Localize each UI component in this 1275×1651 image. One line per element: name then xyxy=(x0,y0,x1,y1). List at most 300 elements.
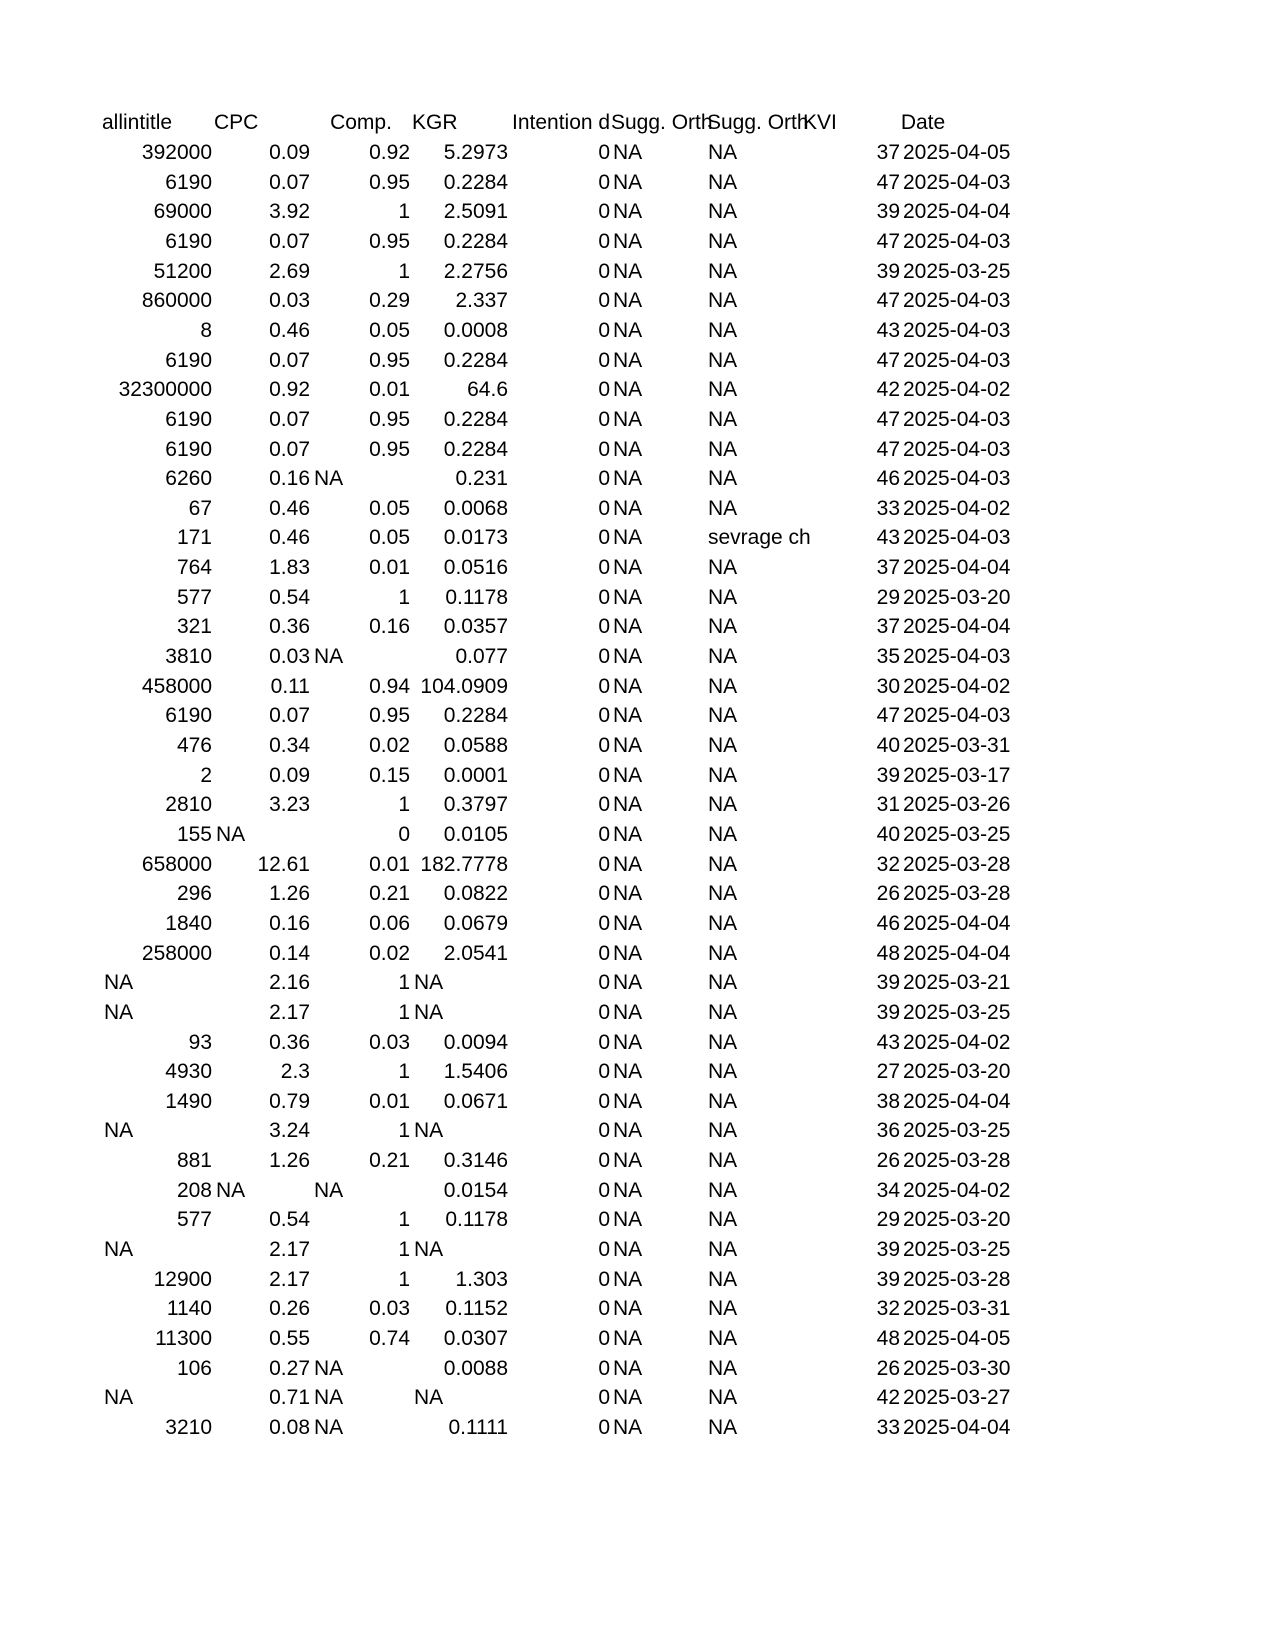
table-cell: 0.2284 xyxy=(443,349,508,372)
table-cell: NA xyxy=(708,1357,738,1380)
table-cell: 34 xyxy=(876,1179,900,1202)
table-cell: NA xyxy=(708,497,738,520)
table-cell: 0.46 xyxy=(269,526,310,549)
table-cell: NA xyxy=(708,1179,738,1202)
table-cell: 0 xyxy=(598,675,610,698)
table-cell: 8 xyxy=(200,319,212,342)
table-cell: 38 xyxy=(876,1090,900,1113)
table-cell: 2025-03-25 xyxy=(903,1001,1011,1024)
table-cell: NA xyxy=(613,1149,643,1172)
table-row xyxy=(0,1145,1275,1176)
table-cell: 0.34 xyxy=(269,734,310,757)
table-cell: NA xyxy=(613,378,643,401)
table-cell: 0.54 xyxy=(269,586,310,609)
table-cell: 1.5406 xyxy=(443,1060,508,1083)
table-cell: NA xyxy=(708,1090,738,1113)
table-cell: 2.16 xyxy=(269,971,310,994)
table-cell: 0.92 xyxy=(369,141,410,164)
table-row xyxy=(0,908,1275,939)
table-cell: 47 xyxy=(876,230,900,253)
table-row xyxy=(0,1264,1275,1295)
table-cell: 2025-03-26 xyxy=(903,793,1011,816)
table-cell: 37 xyxy=(876,556,900,579)
table-cell: 2.17 xyxy=(269,1001,310,1024)
table-cell: 0.0088 xyxy=(443,1357,508,1380)
table-cell: NA xyxy=(708,615,738,638)
table-cell: NA xyxy=(414,971,444,994)
table-cell: 0.36 xyxy=(269,615,310,638)
table-cell: 2025-03-20 xyxy=(903,586,1011,609)
table-cell: NA xyxy=(613,230,643,253)
table-cell: 2025-04-03 xyxy=(903,230,1011,253)
table-cell: 39 xyxy=(876,260,900,283)
table-cell: 67 xyxy=(188,497,212,520)
table-cell: 0.0516 xyxy=(443,556,508,579)
table-cell: 0.01 xyxy=(369,853,410,876)
table-cell: 0.07 xyxy=(269,349,310,372)
table-cell: 208 xyxy=(176,1179,212,1202)
table-cell: 1 xyxy=(398,793,410,816)
table-cell: 0 xyxy=(598,734,610,757)
table-cell: 0 xyxy=(598,467,610,490)
table-cell: 39 xyxy=(876,1238,900,1261)
table-cell: 1.303 xyxy=(455,1268,508,1291)
table-cell: 37 xyxy=(876,141,900,164)
table-cell: 43 xyxy=(876,1031,900,1054)
table-cell: 47 xyxy=(876,171,900,194)
table-cell: 48 xyxy=(876,1327,900,1350)
table-cell: NA xyxy=(613,704,643,727)
table-cell: NA xyxy=(613,349,643,372)
table-row xyxy=(0,1323,1275,1354)
table-row xyxy=(0,315,1275,346)
table-cell: 1 xyxy=(398,1208,410,1231)
table-cell: 2025-04-02 xyxy=(903,378,1011,401)
table-cell: 0 xyxy=(598,704,610,727)
table-cell: 0.05 xyxy=(369,319,410,342)
table-cell: 0 xyxy=(598,764,610,787)
table-cell: NA xyxy=(613,467,643,490)
table-cell: NA xyxy=(708,1386,738,1409)
table-cell: NA xyxy=(708,1208,738,1231)
table-cell: 39 xyxy=(876,200,900,223)
table-cell: NA xyxy=(314,1179,344,1202)
table-cell: 47 xyxy=(876,349,900,372)
table-cell: 2025-04-04 xyxy=(903,1090,1011,1113)
table-row xyxy=(0,582,1275,613)
table-cell: NA xyxy=(314,1416,344,1439)
table-cell: 0 xyxy=(598,230,610,253)
table-cell: 36 xyxy=(876,1119,900,1142)
table-cell: 4930 xyxy=(165,1060,212,1083)
table-cell: 12900 xyxy=(153,1268,212,1291)
table-row xyxy=(0,1353,1275,1384)
table-cell: 51200 xyxy=(153,260,212,283)
table-cell: 0 xyxy=(598,971,610,994)
table-cell: 6190 xyxy=(165,704,212,727)
table-cell: NA xyxy=(613,289,643,312)
table-cell: 0.07 xyxy=(269,408,310,431)
table-cell: NA xyxy=(314,645,344,668)
table-cell: 0.07 xyxy=(269,171,310,194)
table-cell: 2025-04-03 xyxy=(903,526,1011,549)
table-cell: 2025-04-04 xyxy=(903,912,1011,935)
column-header: KGR xyxy=(412,111,458,134)
table-cell: 37 xyxy=(876,615,900,638)
table-cell: 0.16 xyxy=(269,912,310,935)
table-cell: 0.0822 xyxy=(443,882,508,905)
table-cell: 0.09 xyxy=(269,764,310,787)
table-cell: 0 xyxy=(598,942,610,965)
table-cell: 2025-04-02 xyxy=(903,1179,1011,1202)
table-cell: 0 xyxy=(598,645,610,668)
table-cell: 0 xyxy=(598,1060,610,1083)
table-cell: 40 xyxy=(876,734,900,757)
table-cell: NA xyxy=(613,823,643,846)
table-cell: 881 xyxy=(176,1149,212,1172)
table-cell: NA xyxy=(613,526,643,549)
table-cell: 39 xyxy=(876,764,900,787)
table-cell: 46 xyxy=(876,912,900,935)
table-cell: 2810 xyxy=(165,793,212,816)
table-cell: 458000 xyxy=(141,675,212,698)
table-cell: 2.69 xyxy=(269,260,310,283)
table-cell: 2025-03-28 xyxy=(903,1268,1011,1291)
table-cell: 27 xyxy=(876,1060,900,1083)
table-cell: NA xyxy=(613,942,643,965)
table-row xyxy=(0,671,1275,702)
table-row xyxy=(0,226,1275,257)
table-cell: 0.1178 xyxy=(445,586,508,609)
table-cell: 0.0068 xyxy=(443,497,508,520)
table-cell: 0.01 xyxy=(369,556,410,579)
table-cell: 0.94 xyxy=(369,675,410,698)
table-cell: 30 xyxy=(876,675,900,698)
table-cell: NA xyxy=(708,1149,738,1172)
table-cell: 0 xyxy=(598,1238,610,1261)
table-cell: 3.92 xyxy=(269,200,310,223)
table-cell: NA xyxy=(314,467,344,490)
table-cell: 0.0001 xyxy=(443,764,508,787)
table-cell: 1 xyxy=(398,260,410,283)
table-row xyxy=(0,285,1275,316)
table-cell: 0.09 xyxy=(269,141,310,164)
table-cell: 0.07 xyxy=(269,704,310,727)
table-cell: 2025-04-03 xyxy=(903,289,1011,312)
column-header: Comp. xyxy=(330,111,392,134)
table-cell: 2025-03-25 xyxy=(903,823,1011,846)
table-cell: 2025-03-28 xyxy=(903,853,1011,876)
table-cell: 39 xyxy=(876,1001,900,1024)
table-cell: 5.2973 xyxy=(443,141,508,164)
table-cell: 2.2756 xyxy=(443,260,508,283)
table-cell: 0.79 xyxy=(269,1090,310,1113)
table-cell: 0 xyxy=(598,497,610,520)
table-cell: 42 xyxy=(876,378,900,401)
table-cell: 2025-04-04 xyxy=(903,615,1011,638)
table-cell: 0 xyxy=(598,912,610,935)
table-cell: 0 xyxy=(598,1297,610,1320)
table-cell: 0.06 xyxy=(369,912,410,935)
table-cell: 32 xyxy=(876,853,900,876)
table-cell: NA xyxy=(613,1001,643,1024)
table-cell: 46 xyxy=(876,467,900,490)
table-cell: 658000 xyxy=(141,853,212,876)
table-cell: 0 xyxy=(598,141,610,164)
table-cell: 1 xyxy=(398,586,410,609)
table-cell: NA xyxy=(708,556,738,579)
table-cell: 0.0105 xyxy=(443,823,508,846)
table-row xyxy=(0,878,1275,909)
table-cell: 2 xyxy=(200,764,212,787)
table-cell: 860000 xyxy=(141,289,212,312)
table-cell: NA xyxy=(314,1357,344,1380)
table-cell: 0.07 xyxy=(269,230,310,253)
column-header: allintitle xyxy=(102,111,173,134)
table-row xyxy=(0,1204,1275,1235)
table-cell: 0 xyxy=(598,1357,610,1380)
table-cell: 0 xyxy=(598,1416,610,1439)
table-cell: 2025-04-04 xyxy=(903,200,1011,223)
table-cell: 11300 xyxy=(155,1327,212,1350)
table-cell: 2.17 xyxy=(269,1268,310,1291)
table-row xyxy=(0,256,1275,287)
table-cell: 47 xyxy=(876,408,900,431)
table-cell: sevrage ch xyxy=(708,526,811,549)
table-row xyxy=(0,967,1275,998)
table-cell: NA xyxy=(613,615,643,638)
table-cell: 2025-03-28 xyxy=(903,1149,1011,1172)
column-header: CPC xyxy=(214,111,259,134)
table-cell: NA xyxy=(613,586,643,609)
table-row xyxy=(0,374,1275,405)
table-row xyxy=(0,1027,1275,1058)
table-row xyxy=(0,1412,1275,1443)
table-cell: 2025-04-04 xyxy=(903,1416,1011,1439)
table-cell: 0.71 xyxy=(269,1386,310,1409)
table-cell: 2025-04-05 xyxy=(903,141,1011,164)
table-cell: 0 xyxy=(598,1386,610,1409)
table-row xyxy=(0,997,1275,1028)
table-cell: NA xyxy=(613,912,643,935)
table-cell: NA xyxy=(613,1327,643,1350)
table-cell: NA xyxy=(708,823,738,846)
table-cell: 1 xyxy=(398,1001,410,1024)
table-cell: 31 xyxy=(876,793,900,816)
table-cell: NA xyxy=(613,734,643,757)
table-cell: NA xyxy=(104,1386,134,1409)
table-cell: 0.54 xyxy=(269,1208,310,1231)
table-row xyxy=(0,1086,1275,1117)
table-cell: 0 xyxy=(598,1090,610,1113)
table-cell: NA xyxy=(613,497,643,520)
table-cell: 40 xyxy=(876,823,900,846)
table-cell: 47 xyxy=(876,438,900,461)
table-cell: 0.0307 xyxy=(443,1327,508,1350)
table-cell: 3210 xyxy=(165,1416,212,1439)
table-cell: NA xyxy=(708,1297,738,1320)
table-cell: 39 xyxy=(876,1268,900,1291)
table-cell: NA xyxy=(708,586,738,609)
table-cell: 0 xyxy=(598,823,610,846)
table-row xyxy=(0,137,1275,168)
table-cell: 2025-03-25 xyxy=(903,260,1011,283)
table-cell: 47 xyxy=(876,704,900,727)
table-cell: 26 xyxy=(876,1357,900,1380)
table-cell: 392000 xyxy=(141,141,212,164)
column-header: Date xyxy=(900,111,946,134)
table-cell: 0 xyxy=(598,853,610,876)
table-cell: 0 xyxy=(598,260,610,283)
table-cell: 0.95 xyxy=(369,171,410,194)
table-cell: NA xyxy=(104,1119,134,1142)
table-cell: 0 xyxy=(598,289,610,312)
table-cell: 764 xyxy=(176,556,212,579)
table-cell: 1 xyxy=(398,1238,410,1261)
table-cell: NA xyxy=(708,971,738,994)
table-cell: 1.26 xyxy=(269,882,310,905)
table-cell: 2025-04-03 xyxy=(903,171,1011,194)
table-cell: NA xyxy=(414,1238,444,1261)
table-cell: NA xyxy=(414,1119,444,1142)
table-row xyxy=(0,1293,1275,1324)
table-cell: NA xyxy=(708,200,738,223)
table-cell: NA xyxy=(708,1268,738,1291)
table-cell: 2025-03-25 xyxy=(903,1238,1011,1261)
table-cell: 0.077 xyxy=(455,645,508,668)
table-cell: 2025-04-03 xyxy=(903,349,1011,372)
table-cell: 0.14 xyxy=(269,942,310,965)
table-cell: 26 xyxy=(876,1149,900,1172)
table-cell: NA xyxy=(613,319,643,342)
table-cell: NA xyxy=(613,556,643,579)
table-cell: NA xyxy=(613,438,643,461)
table-cell: NA xyxy=(104,1238,134,1261)
table-cell: NA xyxy=(708,1001,738,1024)
table-cell: NA xyxy=(708,1327,738,1350)
table-cell: 0.21 xyxy=(369,882,410,905)
table-cell: 6190 xyxy=(165,230,212,253)
table-cell: NA xyxy=(708,141,738,164)
table-cell: 2025-03-21 xyxy=(903,971,1011,994)
table-cell: 1 xyxy=(398,1268,410,1291)
table-cell: 2.337 xyxy=(455,289,508,312)
table-cell: 0.36 xyxy=(269,1031,310,1054)
table-cell: 0.1152 xyxy=(445,1297,508,1320)
table-cell: NA xyxy=(708,793,738,816)
table-cell: 0 xyxy=(598,1149,610,1172)
table-cell: 476 xyxy=(176,734,212,757)
table-cell: 2025-03-25 xyxy=(903,1119,1011,1142)
table-row xyxy=(0,641,1275,672)
table-cell: 2025-04-03 xyxy=(903,408,1011,431)
table-cell: NA xyxy=(708,319,738,342)
table-cell: 3810 xyxy=(165,645,212,668)
table-cell: 2025-03-20 xyxy=(903,1208,1011,1231)
table-cell: 1840 xyxy=(165,912,212,935)
table-cell: 1.83 xyxy=(269,556,310,579)
table-cell: 0 xyxy=(598,171,610,194)
table-cell: 0.3146 xyxy=(443,1149,508,1172)
table-cell: 0.29 xyxy=(369,289,410,312)
table-cell: 0.02 xyxy=(369,734,410,757)
table-row xyxy=(0,849,1275,880)
table-cell: NA xyxy=(708,882,738,905)
table-cell: NA xyxy=(613,853,643,876)
table-cell: 0 xyxy=(598,200,610,223)
table-cell: 0.27 xyxy=(269,1357,310,1380)
table-cell: 0 xyxy=(598,615,610,638)
table-cell: 32 xyxy=(876,1297,900,1320)
table-cell: 3.24 xyxy=(269,1119,310,1142)
table-cell: 0.05 xyxy=(369,497,410,520)
table-cell: NA xyxy=(613,200,643,223)
table-cell: 2.0541 xyxy=(443,942,508,965)
table-row xyxy=(0,522,1275,553)
table-cell: NA xyxy=(613,1238,643,1261)
table-cell: 171 xyxy=(176,526,212,549)
table-cell: 0 xyxy=(598,556,610,579)
table-cell: 0.16 xyxy=(269,467,310,490)
table-cell: NA xyxy=(414,1001,444,1024)
table-cell: 43 xyxy=(876,526,900,549)
table-row xyxy=(0,700,1275,731)
table-row xyxy=(0,345,1275,376)
table-cell: 29 xyxy=(876,1208,900,1231)
table-cell: 0 xyxy=(598,1179,610,1202)
table-cell: 2025-04-05 xyxy=(903,1327,1011,1350)
table-cell: 0.2284 xyxy=(443,408,508,431)
table-cell: 0.0588 xyxy=(443,734,508,757)
table-cell: 2025-03-28 xyxy=(903,882,1011,905)
table-cell: 104.0909 xyxy=(420,675,508,698)
table-cell: 0.95 xyxy=(369,230,410,253)
table-cell: 1 xyxy=(398,1119,410,1142)
table-row xyxy=(0,167,1275,198)
table-cell: 2025-03-31 xyxy=(903,734,1011,757)
table-cell: 6260 xyxy=(165,467,212,490)
table-cell: NA xyxy=(613,1060,643,1083)
table-cell: 0 xyxy=(598,438,610,461)
table-cell: 0.46 xyxy=(269,497,310,520)
table-cell: NA xyxy=(104,971,134,994)
table-row xyxy=(0,1234,1275,1265)
table-cell: 0.55 xyxy=(269,1327,310,1350)
table-row xyxy=(0,730,1275,761)
table-cell: NA xyxy=(613,1268,643,1291)
table-cell: 155 xyxy=(176,823,212,846)
table-cell: 0 xyxy=(598,349,610,372)
table-cell: 1.26 xyxy=(269,1149,310,1172)
table-cell: NA xyxy=(613,1031,643,1054)
table-cell: NA xyxy=(708,1060,738,1083)
table-cell: 47 xyxy=(876,289,900,312)
table-cell: 93 xyxy=(188,1031,212,1054)
table-row xyxy=(0,404,1275,435)
table-cell: 1 xyxy=(398,971,410,994)
table-cell: 0.0671 xyxy=(443,1090,508,1113)
table-cell: NA xyxy=(613,1179,643,1202)
table-cell: NA xyxy=(708,289,738,312)
table-cell: NA xyxy=(708,171,738,194)
table-cell: 48 xyxy=(876,942,900,965)
table-cell: 321 xyxy=(176,615,212,638)
table-cell: 2025-04-03 xyxy=(903,467,1011,490)
table-cell: 0.95 xyxy=(369,438,410,461)
table-cell: 2025-04-04 xyxy=(903,556,1011,579)
table-cell: NA xyxy=(708,734,738,757)
table-row xyxy=(0,938,1275,969)
